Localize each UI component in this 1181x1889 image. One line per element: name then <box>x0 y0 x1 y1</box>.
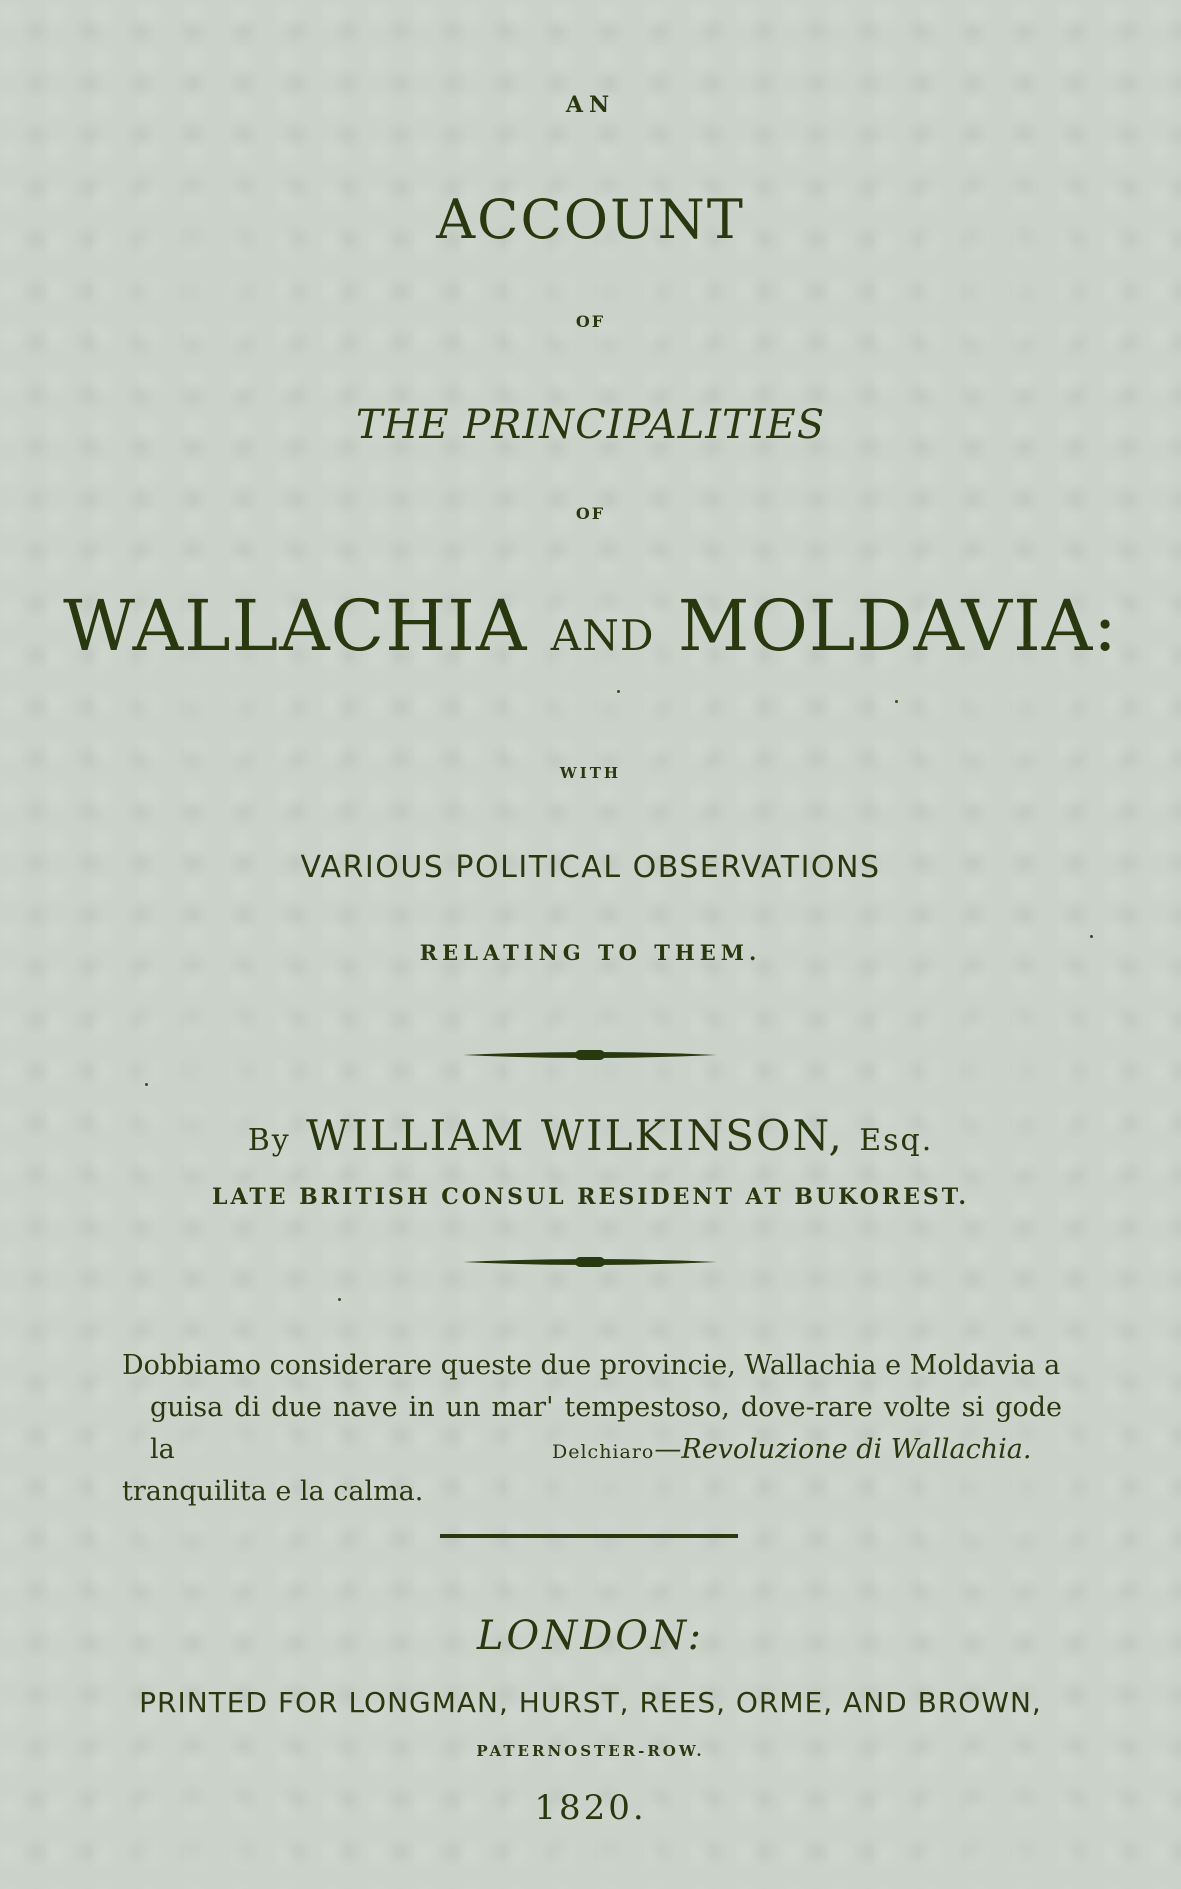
epigraph-source-author: Delchiaro <box>552 1441 655 1463</box>
title-of-second: OF <box>575 504 606 523</box>
title-account: ACCOUNT <box>436 188 745 251</box>
imprint-year: 1820. <box>534 1788 647 1828</box>
main-title-and: AND <box>550 611 655 660</box>
subtitle-relating: RELATING TO THEM. <box>419 940 762 965</box>
subtitle-with: WITH <box>559 764 622 782</box>
author-name: WILLIAM WILKINSON, <box>306 1111 844 1160</box>
paper-speck <box>338 1298 341 1301</box>
author-esq: Esq. <box>859 1123 934 1158</box>
imprint-street: PATERNOSTER-ROW. <box>476 1742 705 1760</box>
epigraph <box>122 1345 1062 1513</box>
author-position: LATE BRITISH CONSUL RESIDENT AT BUKOREST. <box>211 1184 969 1210</box>
subtitle: VARIOUS POLITICAL OBSERVATIONS <box>300 850 881 885</box>
main-title <box>0 585 1181 667</box>
epigraph-source <box>552 1429 1031 1473</box>
rule-divider-3 <box>0 1528 1181 1544</box>
author-line <box>0 1111 1181 1160</box>
epigraph-line-3: tranquilita e la calma. <box>122 1476 424 1507</box>
paper-speck <box>145 1083 148 1086</box>
epigraph-line-1: Dobbiamo considerare queste due provincie, Wallachia e Moldavia a <box>122 1350 1061 1381</box>
imprint-city: LONDON: <box>476 1613 705 1659</box>
ornament-divider-1 <box>0 1047 1181 1063</box>
imprint-printer: PRINTED FOR LONGMAN, HURST, REES, ORME, AND BROWN, <box>139 1686 1042 1719</box>
title-of-first: OF <box>575 312 606 331</box>
paper-speck <box>1090 935 1093 938</box>
main-title-wallachia: WALLACHIA <box>63 585 528 667</box>
paper-speck <box>617 690 620 693</box>
epigraph-line-2: guisa di due nave in un mar' tempestoso, dove-rare volte si gode la <box>150 1392 1062 1465</box>
article-an: AN <box>565 92 616 118</box>
author-by: By <box>247 1123 291 1158</box>
ornament-divider-2 <box>0 1254 1181 1270</box>
epigraph-source-work: —Revoluzione di Wallachia. <box>654 1434 1032 1465</box>
paper-speck <box>895 700 898 703</box>
main-title-moldavia: MOLDAVIA: <box>677 585 1118 667</box>
title-principalities: THE PRINCIPALITIES <box>355 402 826 448</box>
